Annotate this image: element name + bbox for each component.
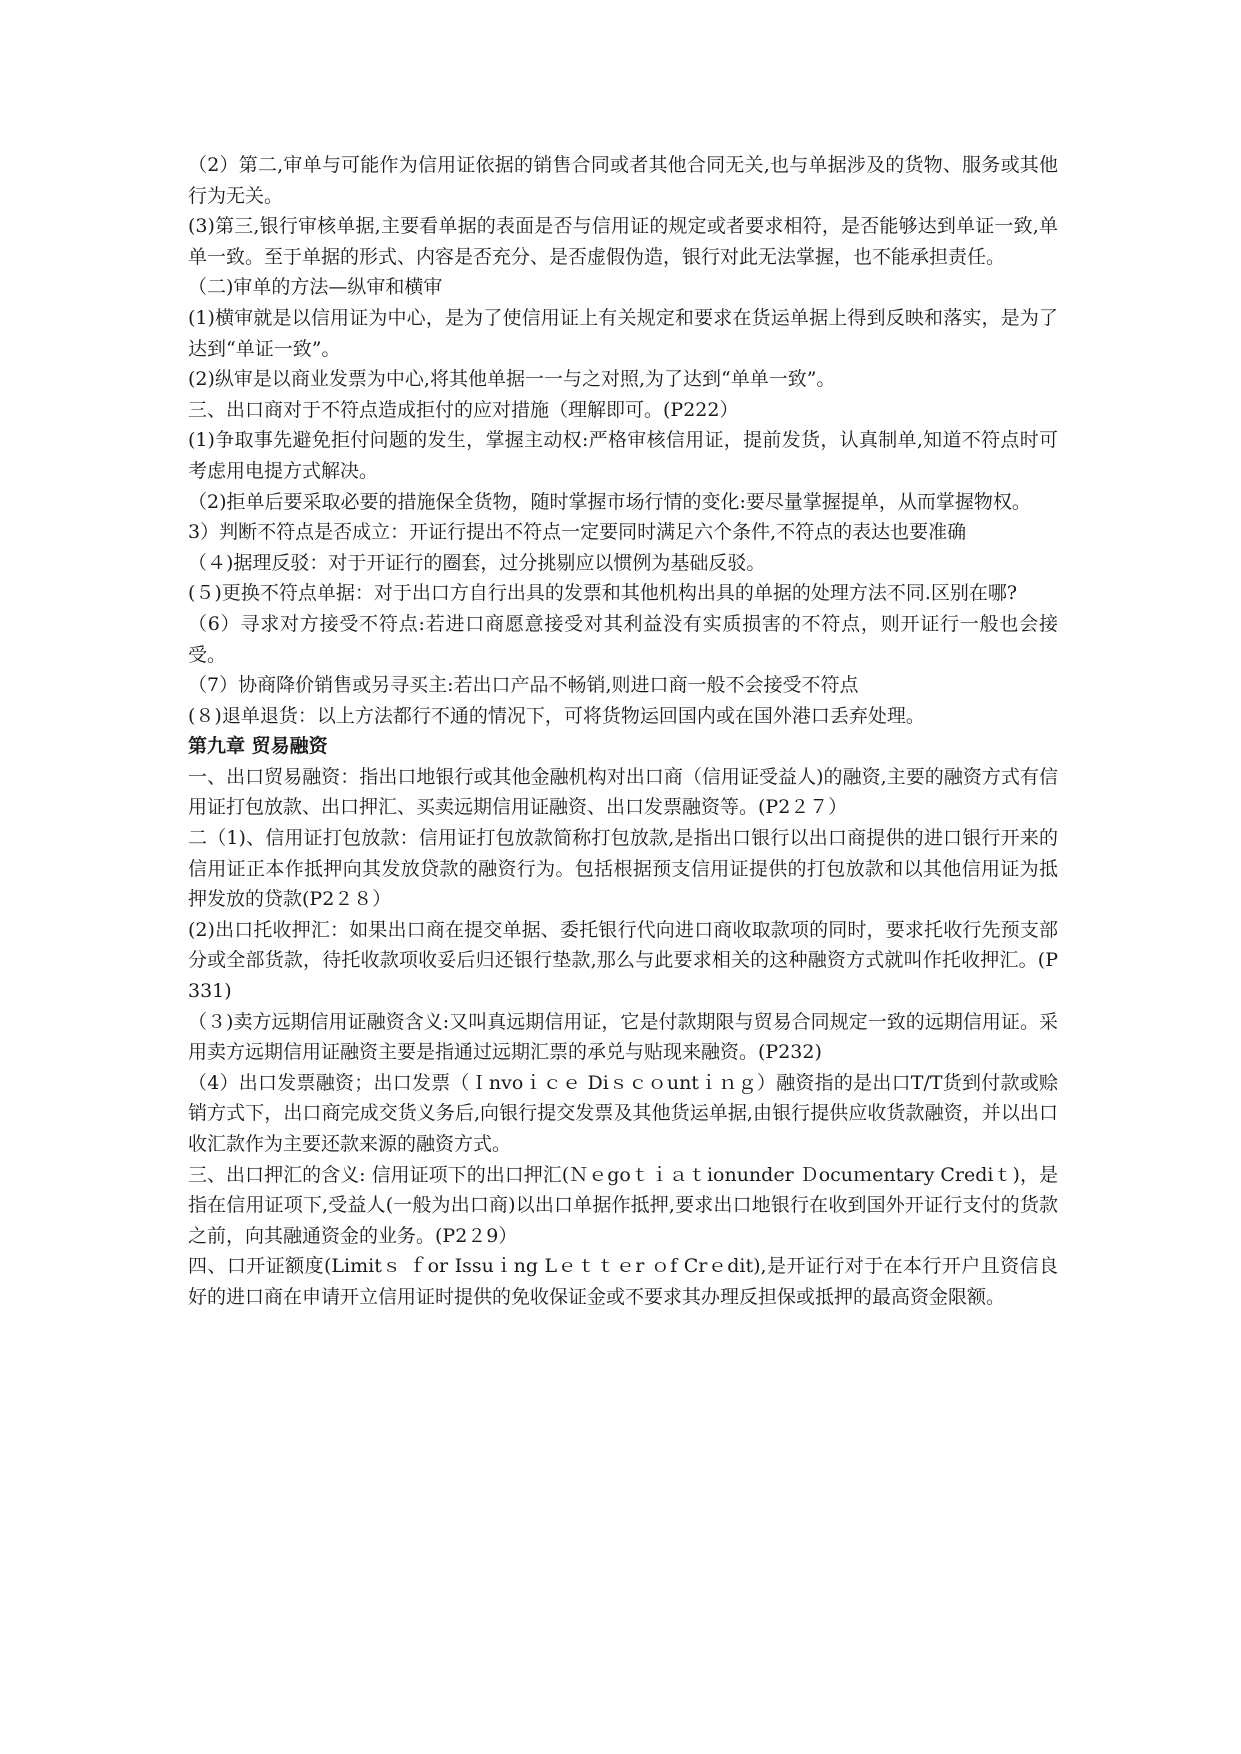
paragraph: （6）寻求对方接受不符点:若进口商愿意接受对其利益没有实质损害的不符点，则开证行一般也会接受。	[188, 612, 1058, 666]
paragraph: (８)退单退货：以上方法都行不通的情况下，可将货物运回国内或在国外港口丢弃处理。	[188, 704, 925, 727]
paragraph: 二（1)、信用证打包放款：信用证打包放款简称打包放款,是指出口银行以出口商提供的进口银行开来的信用证正本作抵押向其发放贷款的融资行为。包括根据预支信用证提供的打包放款和以其他信用证为抵押发放的贷款(P2２８）	[188, 827, 1058, 911]
paragraph: 三、出口商对于不符点造成拒付的应对措施（理解即可。(P222）	[188, 398, 739, 421]
paragraph: 一、出口贸易融资：指出口地银行或其他金融机构对出口商（信用证受益人)的融资,主要的融资方式有信用证打包放款、出口押汇、买卖远期信用证融资、出口发票融资等。(P2２７）	[188, 765, 1058, 819]
paragraph: （３)卖方远期信用证融资含义:又叫真远期信用证，它是付款期限与贸易合同规定一致的远期信用证。采用卖方远期信用证融资主要是指通过远期汇票的承兑与贴现来融资。(P232)	[188, 1010, 1058, 1064]
paragraph: （4）出口发票融资；出口发票（Ｉnvoｉｃｅ Diｓｃｏuntｉｎｇ）融资指的是出口T/T货到付款或赊销方式下，出口商完成交货义务后,向银行提交发票及其他货运单据,由银行提供应收货款融资，并以出口收汇款作为主要还款来源的融资方式。	[188, 1071, 1058, 1155]
paragraph: 3）判断不符点是否成立：开证行提出不符点一定要同时满足六个条件,不符点的表达也要准确	[188, 521, 967, 544]
paragraph: （2）第二,审单与可能作为信用证依据的销售合同或者其他合同无关,也与单据涉及的货物、服务或其他行为无关。	[188, 154, 1058, 207]
paragraph: (1)争取事先避免拒付问题的发生，掌握主动权:严格审核信用证，提前发货，认真制单,知道不符点时可考虑用电提方式解决。	[188, 429, 1058, 482]
paragraph: (3)第三,银行审核单据,主要看单据的表面是否与信用证的规定或者要求相符，是否能够达到单证一致,单单一致。至于单据的形式、内容是否充分、是否虚假伪造，银行对此无法掌握，也不能承担责任。	[188, 215, 1058, 268]
document-body	[188, 150, 1058, 1313]
paragraph: (2)出口托收押汇：如果出口商在提交单据、委托银行代向进口商收取款项的同时，要求托收行先预支部分或全部货款，待托收款项收妥后归还银行垫款,那么与此要求相关的这种融资方式就叫作托收押汇。(P331)	[188, 918, 1058, 1003]
chapter-heading: 第九章 贸易融资	[188, 735, 328, 758]
paragraph: （４)据理反驳：对于开证行的圈套，过分挑剔应以惯例为基础反驳。	[188, 551, 766, 574]
paragraph: (1)横审就是以信用证为中心，是为了使信用证上有关规定和要求在货运单据上得到反映和落实，是为了达到“单证一致”。	[188, 306, 1058, 360]
paragraph: (５)更换不符点单据：对于出口方自行出具的发票和其他机构出具的单据的处理方法不同.区别在哪?	[188, 582, 1018, 605]
paragraph: （2)拒单后要采取必要的措施保全货物，随时掌握市场行情的变化:要尽量掌握提单，从而掌握物权。	[188, 490, 1031, 513]
paragraph: 三、出口押汇的含义: 信用证项下的出口押汇(Ｎｅgoｔｉａｔionunder Ｄocuｍentary Crediｔ)，是指在信用证项下,受益人(一般为出口商)以出口单据作抵押,要求出口地银行在收到国外开证行支付的货款之前，向其融通资金的业务。(P2２9）	[188, 1163, 1058, 1247]
paragraph: 四、口开证额度(Limitｓ ｆor Issuｉng Lｅｔｔｅr ｏf Crｅdit),是开证行对于在本行开户且资信良好的进口商在申请开立信用证时提供的免收保证金或不要求其办理反担保或抵押的最高资金限额。	[188, 1255, 1058, 1308]
paragraph: (2)纵审是以商业发票为中心,将其他单据一一与之对照,为了达到“单单一致”。	[188, 368, 836, 391]
paragraph: （二)审单的方法—纵审和横审	[188, 276, 443, 299]
paragraph: （7）协商降价销售或另寻买主:若出口产品不畅销,则进口商一般不会接受不符点	[188, 674, 859, 697]
